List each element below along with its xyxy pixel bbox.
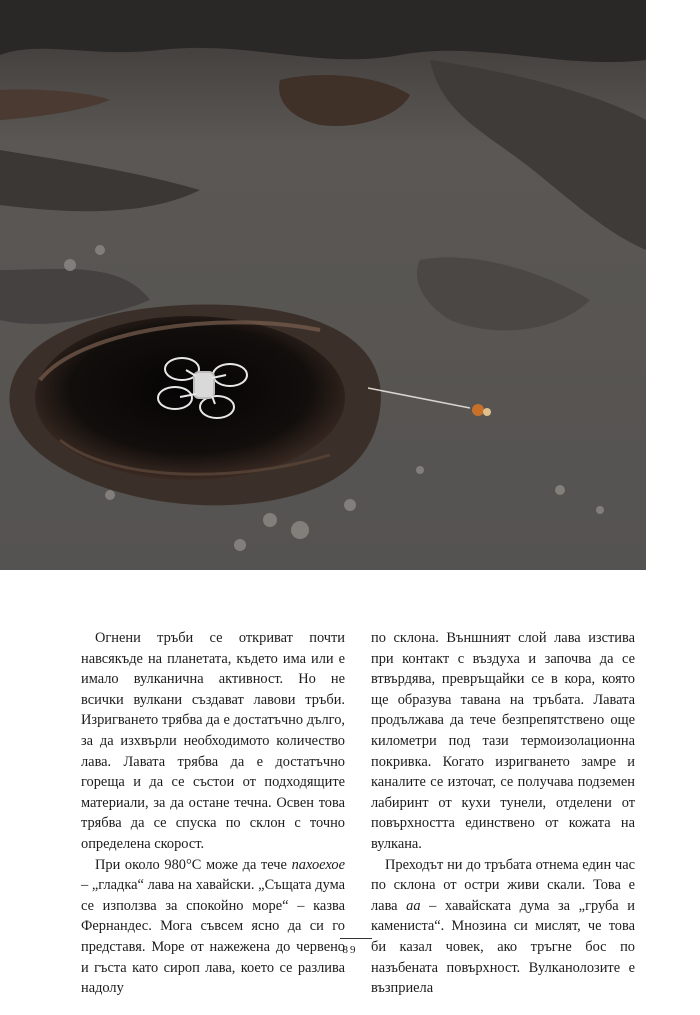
paragraph: При около 980°C може да тече пахоехое – „гладка“ лава на хавайски. „Същата дума се използва за спокойно море“ – казва Фернандес. Мога съвсем ясно да си го представя. Море от нажежена до червено и гъста като сироп лава, което се разлива надолу <box>81 856 345 997</box>
page-number: 89 <box>342 944 358 956</box>
folio-rule <box>340 938 372 939</box>
paragraph: по склона. Външният слой лава изстива при контакт с въздуха и започва да се втвърдява, превръщайки се в кора, която ще образува тавана на тръбата. Лавата продължава да тече безпрепятствено още километри под тази термоизолационна покривка. Когато изригването замре и каналите се източат, се получава подземен лабиринт от кухи тунели, отделени от повърхността единствено от кожата на вулкана. <box>371 630 635 852</box>
paragraph: Преходът ни до тръбата отнема един час по склона от остри живи скали. Това е лава аа – хавайската дума за „груба и камениста“. Мнозина си мислят, че това би казал човек, ако тръгне бос по назъбената повърхност. Вулканолозите е възприела <box>371 856 635 997</box>
paragraph: Огнени тръби се откриват почти навсякъде на планетата, където има или е имало вулканична активност. Но не всички вулкани създават лавови тръби. Изригването трябва да е достатъчно дълго, за да изхвърли необходимото количество лава. Лавата трябва да е достатъчно гореща и да се състои от подходящите материали, за да остане течна. Освен това трябва да се спуска по склон с точно определена скорост. <box>81 630 345 852</box>
